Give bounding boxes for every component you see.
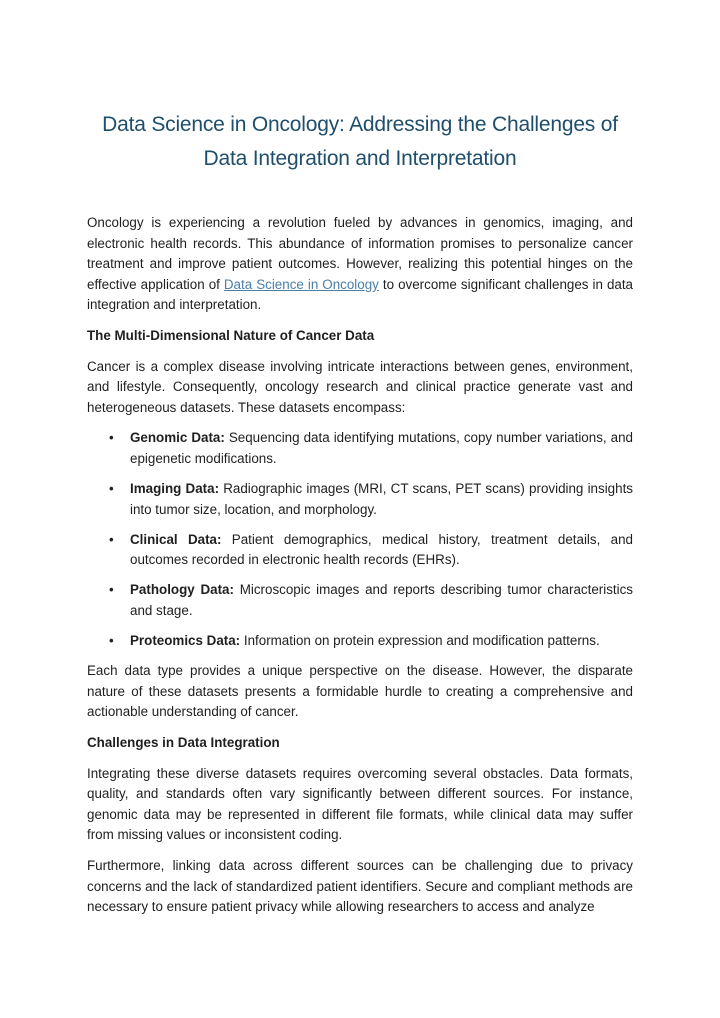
document-body bbox=[87, 213, 633, 918]
document-title bbox=[87, 108, 633, 176]
list-item bbox=[87, 580, 633, 621]
list-item bbox=[87, 530, 633, 571]
section-heading-integration-challenges: Challenges in Data Integration bbox=[87, 734, 280, 750]
list-item bbox=[87, 631, 633, 652]
section-heading-data-nature: The Multi-Dimensional Nature of Cancer Data bbox=[87, 327, 375, 343]
list-item bbox=[87, 428, 633, 469]
list-item-label: Proteomics Data: bbox=[130, 633, 241, 649]
section1-paragraph: Cancer is a complex disease involving intricate interactions between genes, environment, and lifestyle. Consequently, oncology research and clinical practice generate vast and heterogeneous datasets. These datasets encompass: bbox=[87, 358, 633, 415]
section2-paragraph-2: Furthermore, linking data across different sources can be challenging due to privacy concerns and the lack of standardized patient identifiers. Secure and compliant methods are necessary to ensure patient privacy while allowing researchers to access and analyze bbox=[87, 857, 633, 915]
title-line-2: Data Integration and Interpretation bbox=[203, 147, 517, 170]
section1-closing-paragraph: Each data type provides a unique perspective on the disease. However, the disparate nature of these datasets presents a formidable hurdle to creating a comprehensive and actionable understanding of cancer. bbox=[87, 663, 633, 720]
bullet-icon: • bbox=[109, 531, 114, 547]
data-types-list bbox=[87, 428, 633, 651]
bullet-icon: • bbox=[109, 430, 114, 446]
bullet-icon: • bbox=[109, 481, 114, 497]
list-item-label: Clinical Data: bbox=[130, 531, 222, 547]
list-item-label: Pathology Data: bbox=[130, 582, 234, 598]
list-item-text: Microscopic images and reports describing tumor characteristics and stage. bbox=[130, 582, 633, 618]
list-item-text: Radiographic images (MRI, CT scans, PET scans) providing insights into tumor size, location, and morphology. bbox=[130, 481, 633, 517]
list-item bbox=[87, 479, 633, 520]
title-line-1: Data Science in Oncology: Addressing the Challenges of bbox=[102, 113, 618, 136]
intro-paragraph bbox=[87, 213, 633, 316]
bullet-icon: • bbox=[109, 582, 114, 598]
list-item-label: Genomic Data: bbox=[130, 430, 225, 446]
intro-text-start: Oncology is experiencing a revolution fueled by advances in genomics, imaging, and electronic health records. This abundance of information promises to personalize cancer treatment and improve patient outcomes. However, realizing this potential hinges on the effective application of bbox=[87, 215, 633, 292]
list-item-label: Imaging Data: bbox=[130, 481, 220, 497]
list-item-text: Information on protein expression and modification patterns. bbox=[240, 633, 600, 649]
list-item-text: Sequencing data identifying mutations, copy number variations, and epigenetic modifications. bbox=[130, 430, 633, 466]
data-science-oncology-link[interactable]: Data Science in Oncology bbox=[223, 276, 379, 292]
bullet-icon: • bbox=[109, 633, 114, 649]
list-item-text: Patient demographics, medical history, treatment details, and outcomes recorded in electronic health records (EHRs). bbox=[130, 531, 633, 568]
intro-text-end: to overcome significant challenges in data integration and interpretation. bbox=[87, 276, 634, 313]
section2-paragraph-1: Integrating these diverse datasets requires overcoming several obstacles. Data formats, quality, and standards often vary significantly between different sources. For instance, genomic data may be represented in different file formats, while clinical data may suffer from missing values or inconsistent coding. bbox=[87, 765, 633, 843]
document-page bbox=[87, 108, 633, 928]
